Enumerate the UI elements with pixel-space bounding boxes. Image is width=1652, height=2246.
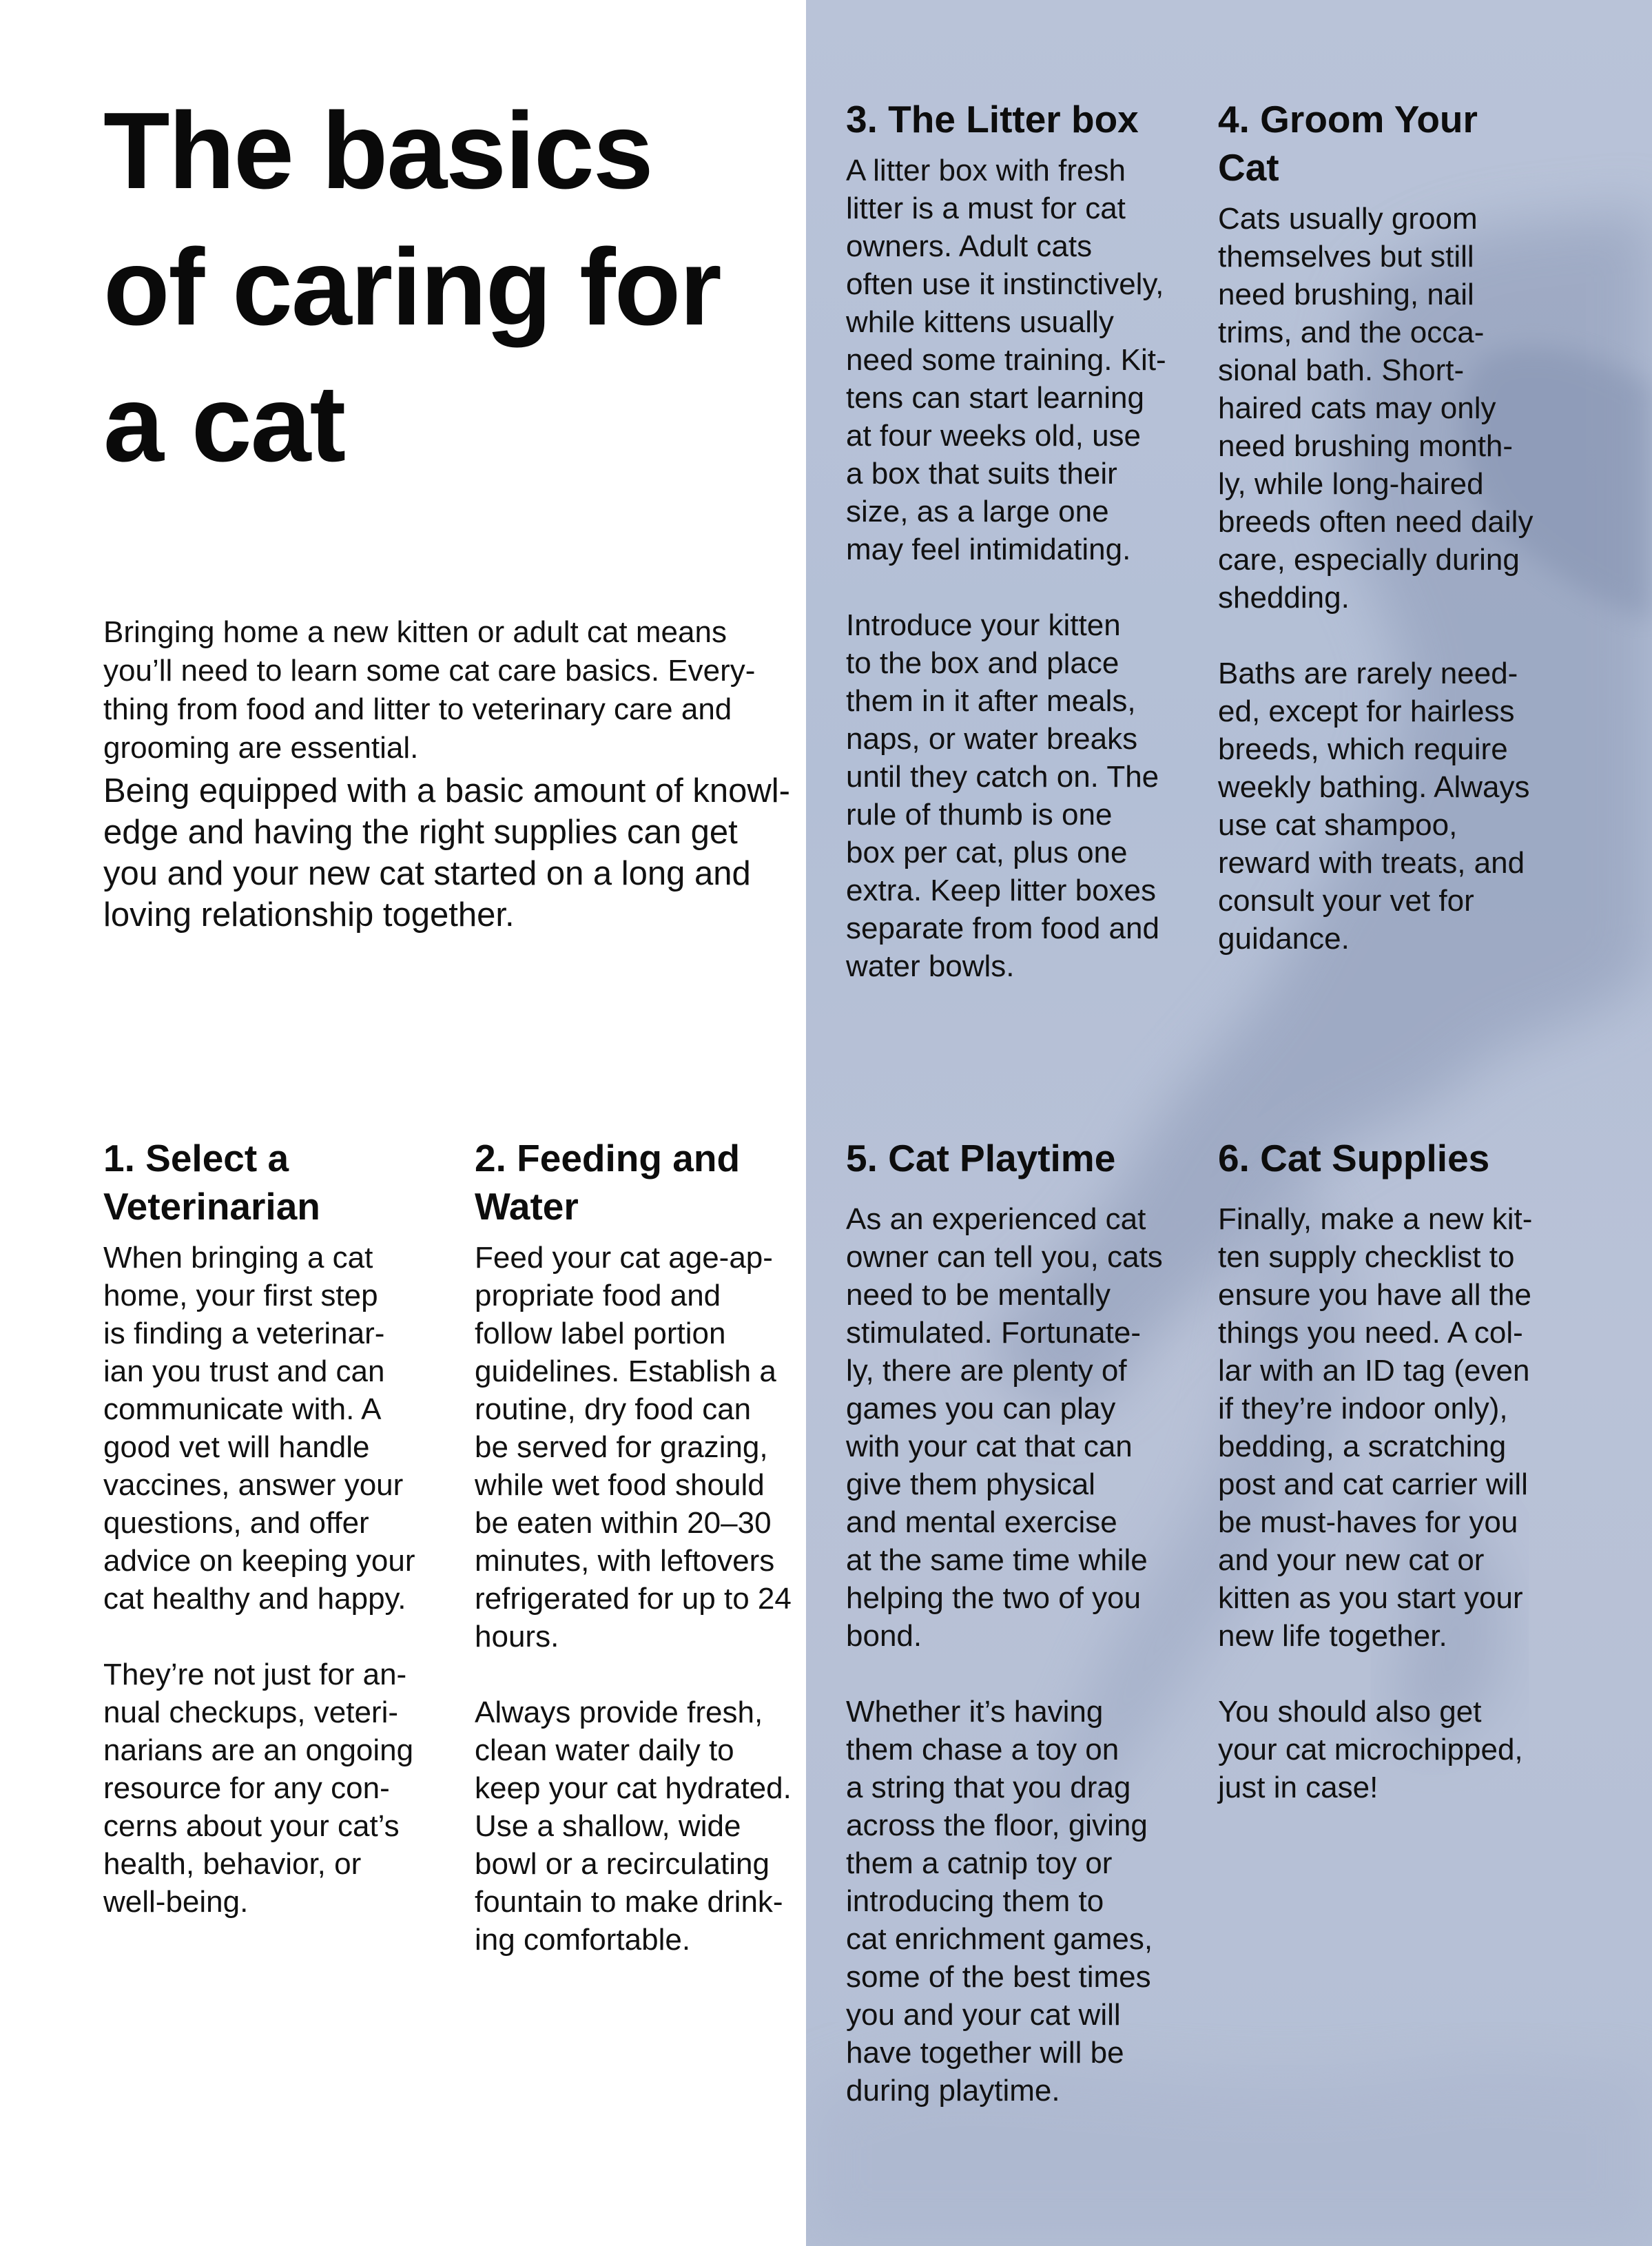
section-body: When bringing a cat home, your first step is finding a veterinar- ian you trust and can communicate with. A good vet will handle vaccines, answer your questions, and offer advice on keeping your cat healthy and happy. They’re not just for an- nual checkups, veteri- narians are an ongoing resource for any con- cerns about your cat’s health, behavior, or well-being.: [103, 1241, 415, 1919]
section-body: A litter box with fresh litter is a must for cat owners. Adult cats often use it instinctively, while kittens usually need some training. Kit- tens can start learning at four weeks old, use a box that suits their size, as a large one may feel intimidating. Introduce your kitten to the box and place them in it after meals, naps, or water breaks until they catch on. The rule of thumb is one box per cat, plus one extra. Keep litter boxes separate from food and water bowls.: [846, 154, 1166, 983]
section-body: Feed your cat age-ap- propriate food and follow label portion guidelines. Establish a routine, dry food can be served for grazing, while wet food should be eaten within 20–30 minutes, with leftovers refrigerated for up to 24 hours. Always provide fresh, clean water daily to keep your cat hydrated. Use a shallow, wide bowl or a recirculating fountain to make drink- ing comfortable.: [475, 1241, 792, 1957]
section-cat-playtime: [846, 1134, 1204, 2110]
section-heading: 2. Feeding and Water: [475, 1137, 741, 1228]
section-body: Cats usually groom themselves but still need brushing, nail trims, and the occa- sional bath. Short- haired cats may only need brushing month- ly, while long-haired breeds often need daily care, especially during shedding. Baths are rarely need- ed, except for hairless breeds, which require weekly bathing. Always use cat shampoo, reward with treats, and consult your vet for guidance.: [1218, 202, 1534, 956]
page-title: The basics of caring for a cat: [103, 90, 721, 484]
section-feeding-and-water: [475, 1134, 819, 1959]
section-heading: 6. Cat Supplies: [1218, 1137, 1490, 1179]
section-heading: 4. Groom Your Cat: [1218, 98, 1478, 189]
intro-paragraph: Bringing home a new kitten or adult cat means you’ll need to learn some cat care basics. Every- thing from food and litter to veterinary care and grooming are essential.: [103, 615, 756, 765]
section-groom-your-cat: [1218, 95, 1576, 958]
section-heading: 1. Select a Veterinarian: [103, 1137, 320, 1228]
section-body: As an experienced cat owner can tell you, cats need to be mentally stimulated. Fortunate- ly, there are plenty of games you can play with your cat that can give them physical and mental exercise at the same time while helping the two of you bond. Whether it’s having them chase a toy on a string that you drag across the floor, giving them a catnip toy or introducing them to cat enrichment games, some of the best times you and your cat will have together will be during playtime.: [846, 1202, 1163, 2108]
section-body: Finally, make a new kit- ten supply checklist to ensure you have all the things you need. A col- lar with an ID tag (even if they’re indoor only), bedding, a scratching post and cat carrier will be must-haves for you and your new cat or kitten as you start your new life together. You should also get your cat microchipped, just in case!: [1218, 1202, 1533, 1804]
section-cat-supplies: [1218, 1134, 1576, 1806]
section-litter-box: [846, 95, 1204, 985]
section-heading: 5. Cat Playtime: [846, 1137, 1116, 1179]
section-heading: 3. The Litter box: [846, 98, 1139, 141]
intro-paragraph-large: Being equipped with a basic amount of knowl- edge and having the right supplies can get you and your new cat started on a long and loving relationship together.: [103, 772, 790, 934]
section-select-veterinarian: [103, 1134, 448, 1921]
